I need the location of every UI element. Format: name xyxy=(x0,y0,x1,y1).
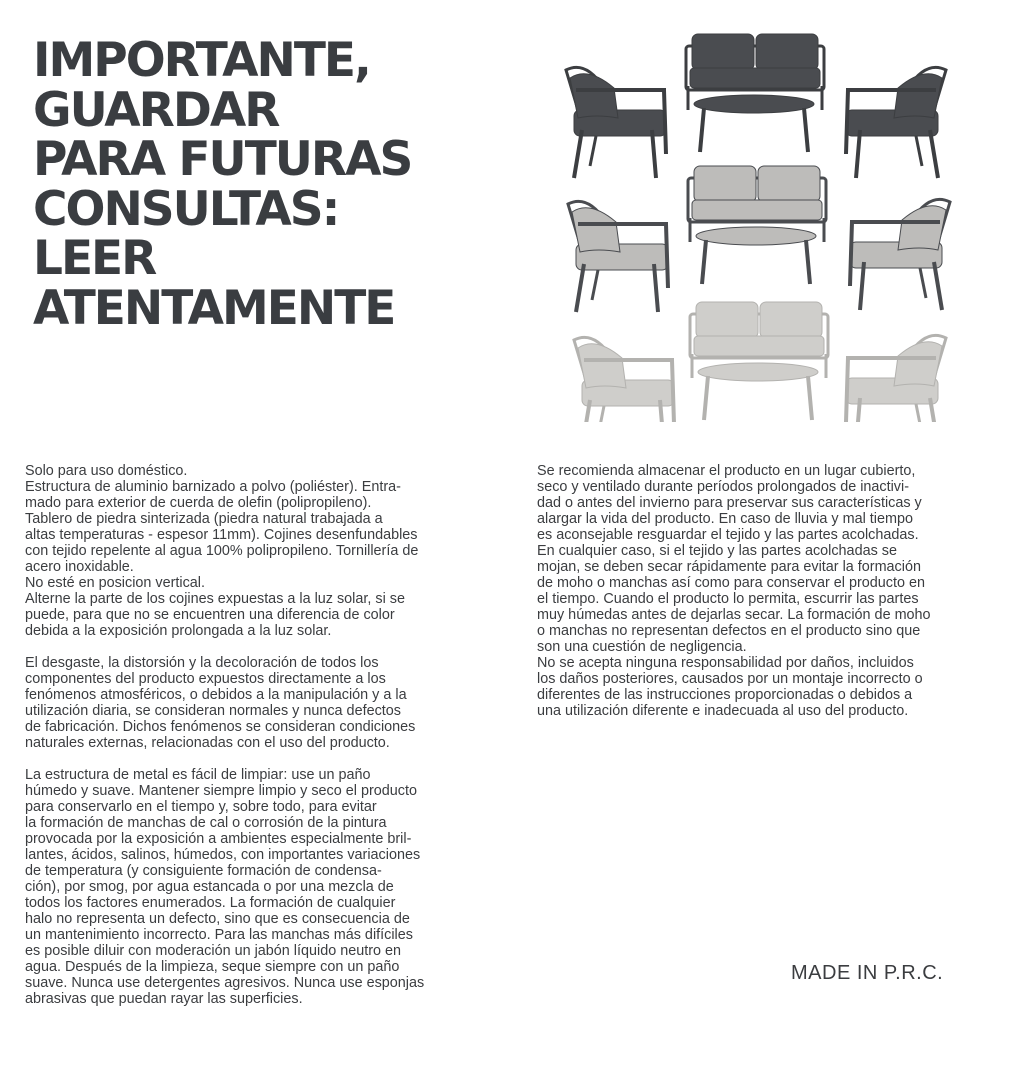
text-line: No esté en posicion vertical. xyxy=(25,575,205,591)
title-line: PARA FUTURAS xyxy=(33,132,412,187)
text-line: abrasivas que puedan rayar las superficies. xyxy=(25,991,303,1007)
title-line: ATENTAMENTE xyxy=(33,280,395,336)
text-line: mojan, se deben secar rápidamente para evitar la formación xyxy=(537,559,921,575)
text-line: naturales externas, relacionadas con el uso del producto. xyxy=(25,735,390,751)
text-line: Estructura de aluminio barnizado a polvo (poliéster). Entra- xyxy=(25,479,401,495)
text-line: Alterne la parte de los cojines expuestas a la luz solar, si se xyxy=(25,591,405,607)
paragraph xyxy=(537,463,997,719)
text-line: provocada por la exposición a ambientes especialmente bril- xyxy=(25,831,412,847)
text-line: ción), por smog, por agua estancada o por una mezcla de xyxy=(25,879,394,895)
light-set xyxy=(574,302,946,422)
right-text-column xyxy=(537,463,997,719)
text-line: El desgaste, la distorsión y la decoloración de todos los xyxy=(25,655,379,671)
text-line: lantes, ácidos, salinos, húmedos, con importantes variaciones xyxy=(25,847,421,863)
text-line: Solo para uso doméstico. xyxy=(25,463,188,479)
title-line: GUARDAR xyxy=(33,82,279,138)
paragraph-gap xyxy=(25,639,495,655)
grey-set xyxy=(568,166,950,312)
text-line: o manchas no representan defectos en el producto sino que xyxy=(537,623,921,639)
text-line: es posible diluir con moderación un jabón líquido neutro en xyxy=(25,943,402,959)
paragraph xyxy=(25,655,495,751)
text-line: seco y ventilado durante períodos prolongados de inactivi- xyxy=(537,479,909,495)
text-line: con tejido repelente al agua 100% polipropileno. Tornillería de xyxy=(25,543,419,559)
page-title xyxy=(33,33,503,336)
text-line: dad o antes del invierno para preservar sus características y xyxy=(537,495,922,511)
text-line: altas temperaturas - espesor 11mm). Cojines desenfundables xyxy=(25,527,418,543)
paragraph-gap xyxy=(25,751,495,767)
text-line: Tablero de piedra sinterizada (piedra natural trabajada a xyxy=(25,511,383,527)
text-line: para conservarlo en el tiempo y, sobre todo, para evitar xyxy=(25,799,377,815)
anthracite-set xyxy=(566,34,946,178)
text-line: muy húmedas antes de dejarlas secar. La formación de moho xyxy=(537,607,931,623)
text-line: fenómenos atmosféricos, o debidos a la manipulación y a la xyxy=(25,687,407,703)
text-line: húmedo y suave. Mantener siempre limpio y seco el producto xyxy=(25,783,417,799)
text-line: un mantenimiento incorrecto. Para las manchas más difíciles xyxy=(25,927,413,943)
text-line: debida a la exposición prolongada a la luz solar. xyxy=(25,623,332,639)
text-line: mado para exterior de cuerda de olefin (polipropileno). xyxy=(25,495,372,511)
text-line: de moho o manchas así como para conservar el producto en xyxy=(537,575,925,591)
text-line: los daños posteriores, causados por un montaje incorrecto o xyxy=(537,671,923,687)
text-line: todos los factores enumerados. La formación de cualquier xyxy=(25,895,396,911)
text-line: En cualquier caso, si el tejido y las partes acolchadas se xyxy=(537,543,897,559)
text-line: componentes del producto expuestos directamente a los xyxy=(25,671,386,687)
text-line: puede, para que no se encuentren una diferencia de color xyxy=(25,607,395,623)
text-line: de fabricación. Dichos fenómenos se consideran condiciones xyxy=(25,719,416,735)
text-line: son una cuestión de negligencia. xyxy=(537,639,747,655)
text-line: de temperatura (y consiguiente formación de condensa- xyxy=(25,863,382,879)
text-line: No se acepta ninguna responsabilidad por daños, incluidos xyxy=(537,655,914,671)
text-line: Se recomienda almacenar el producto en un lugar cubierto, xyxy=(537,463,916,479)
text-line: el tiempo. Cuando el producto lo permita, escurrir las partes xyxy=(537,591,919,607)
text-line: diferentes de las instrucciones proporcionadas o debidos a xyxy=(537,687,913,703)
title-line: IMPORTANTE, xyxy=(33,33,370,88)
title-line: LEER xyxy=(33,231,156,286)
left-text-column xyxy=(25,463,495,1007)
text-line: utilización diaria, se consideran normales y nunca defectos xyxy=(25,703,401,719)
made-in-label: MADE IN P.R.C. xyxy=(791,962,944,984)
text-line: agua. Después de la limpieza, seque siempre con un paño xyxy=(25,959,400,975)
text-line: halo no representa un defecto, sino que es consecuencia de xyxy=(25,911,410,927)
text-line: acero inoxidable. xyxy=(25,559,134,575)
text-line: es aconsejable resguardar el tejido y las partes acolchadas. xyxy=(537,527,919,543)
text-line: suave. Nunca use detergentes agresivos. Nunca use esponjas xyxy=(25,975,425,991)
text-line: una utilización diferente e inadecuada al uso del producto. xyxy=(537,703,909,719)
text-line: alargar la vida del producto. En caso de lluvia y mal tiempo xyxy=(537,511,913,527)
title-line: CONSULTAS: xyxy=(33,181,339,237)
text-line: La estructura de metal es fácil de limpiar: use un paño xyxy=(25,767,371,783)
text-line: la formación de manchas de cal o corrosión de la pintura xyxy=(25,815,387,831)
outdoor-furniture-sets-illustration xyxy=(548,22,978,422)
paragraph xyxy=(25,463,495,639)
paragraph xyxy=(25,767,495,1007)
